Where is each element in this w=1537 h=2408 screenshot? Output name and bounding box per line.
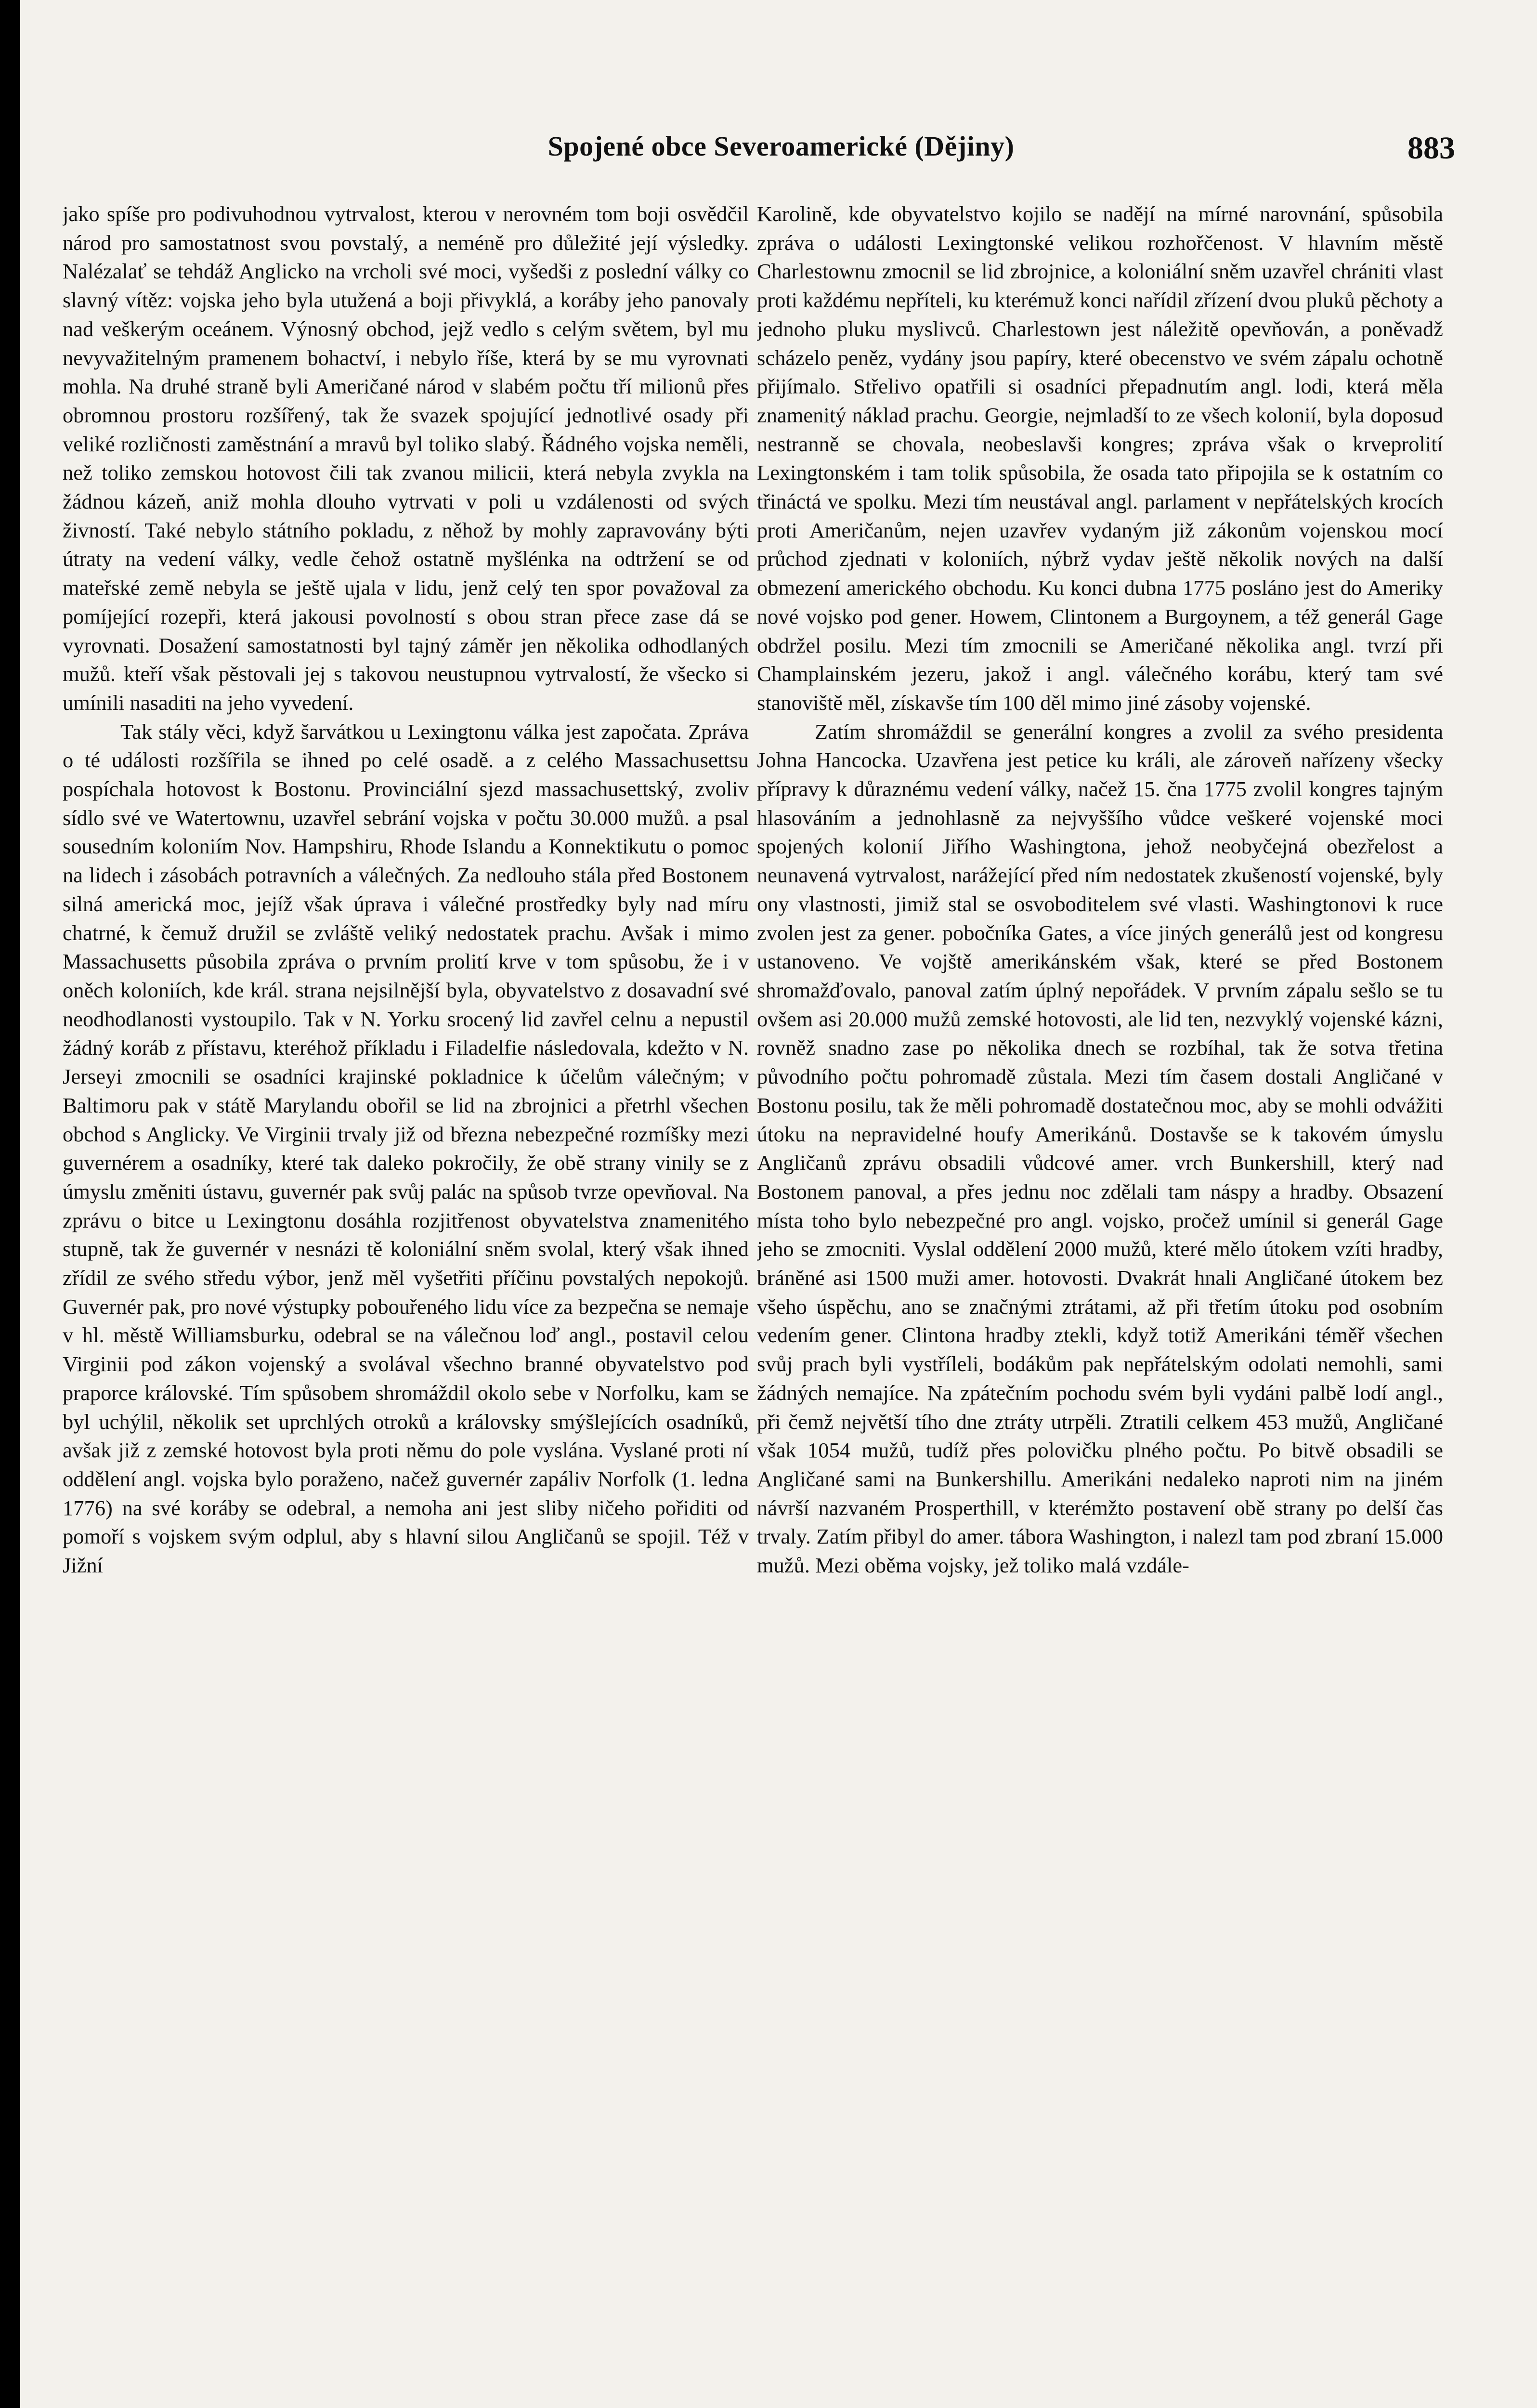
paragraph: Karolině, kde obyvatelstvo kojilo se nadějí na mírné narovnání, spůsobila zpráva o události Lexingtonské velikou rozhořčenost. V hlavním městě Charlestownu zmocnil se lid zbrojnice, a koloniální sněm uzavřel chrániti vlast proti každému nepříteli, ku kterémuž konci nařídil zřízení dvou pluků pěchoty a jednoho pluku myslivců. Charlestown jest náležitě opevňován, a poněvadž scházelo peněz, vydány jsou papíry, které obecenstvo ve svém zápalu ochotně přijímalo. Střelivo opatřili si osadníci přepadnutím angl. lodi, která měla znamenitý náklad prachu. Georgie, nejmladší to ze všech kolonií, byla doposud nestranně se chovala, neobeslavši kongres; zpráva však o krveprolití Lexingtonském i tam tolik spůsobila, že osada tato připojila se k ostatním co třináctá ve spolku. Mezi tím neustával angl. parlament v nepřátelských krocích proti Američanům, nejen uzavřev vydaným již zákonům vojenskou mocí průchod zjednati v koloniích, nýbrž vydav ještě několik nových na další obmezení amerického obchodu. Ku konci dubna 1775 posláno jest do Ameriky nové vojsko pod gener. Howem, Clintonem a Burgoynem, a též generál Gage obdržel posilu. Mezi tím zmocnili se Američané několika angl. tvrzí při Champlainském jezeru, jakož i angl. válečného korábu, který tam své stanoviště měl, získavše tím 100 děl mimo jiné zásoby vojenské. [757, 202, 1443, 715]
left-column [63, 200, 749, 2408]
paragraph: Zatím shromáždil se generální kongres a zvolil za svého presidenta Johna Hancocka. Uzavřena jest petice ku králi, ale zároveň nařízeny všecky přípravy k důraznému vedení války, načež 15. čna 1775 zvolil kongres tajným hlasováním a jednohlasně za nejvyššího vůdce veškeré vojenské moci spojených kolonií Jiřího Washingtona, jehož neobyčejná obezřelost a neunavená vytrvalost, narážející před ním nedostatek zkušeností vojenské, byly ony vlastnosti, jimiž stal se osvoboditelem své vlasti. Washingtonovi k ruce zvolen jest za gener. pobočníka Gates, a více jiných generálů jest od kongresu ustanoveno. Ve vojště amerikánském však, které se před Bostonem shromažďovalo, panoval zatím úplný nepořádek. V prvním zápalu sešlo se tu ovšem asi 20.000 mužů zemské hotovosti, ale lid ten, nezvyklý vojenské kázni, rovněž snadno zase po několika dnech se rozbíhal, tak že sotva třetina původního počtu pohromadě zůstala. Mezi tím časem dostali Angličané v Bostonu posilu, tak že měli pohromadě dostatečnou moc, aby se mohli odvážiti útoku na nepravidelné houfy Amerikánů. Dostavše se k takovém úmyslu Angličanů zprávu obsadili vůdcové amer. vrch Bunkershill, který nad Bostonem panoval, a přes jednu noc zdělali tam náspy a hradby. Obsazení místa toho bylo nebezpečné pro angl. vojsko, pročež umínil si generál Gage jeho se zmocniti. Vyslal oddělení 2000 mužů, které mělo útokem vzíti hradby, bráněné asi 1500 muži amer. hotovosti. Dvakrát hnali Angličané útokem bez všeho úspěchu, ano se značnými ztrátami, až při třetím útoku pod osobním vedením gener. Clintona hradby ztekli, když totiž Amerikáni téměř všechen svůj prach byli vystříleli, bodákům pak nepřátelským odolati nemohli, sami žádných nemajíce. Na zpátečním pochodu svém byli vydáni palbě lodí angl., při čemž největší tího dne ztráty utrpěli. Ztratili celkem 453 mužů, Angličané však 1054 mužů, tudíž přes polovičku plného počtu. Po bitvě obsadili se Angličané sami na Bunkershillu. Amerikáni nedaleko naproti nim na jiném návrší nazvaném Prosperthill, v kterémžto postavení obě strany po delší čas trvaly. Zatím přibyl do amer. tábora Washington, i nalezl tam pod zbraní 15.000 mužů. Mezi oběma vojsky, jež toliko malá vzdále- [757, 719, 1443, 1578]
running-title: Spojené obce Severoamerické (Dějiny) [547, 131, 1015, 162]
page-header [20, 130, 1537, 173]
book-page [20, 0, 1537, 2408]
page-number: 883 [1407, 131, 1455, 166]
right-column [757, 200, 1443, 2408]
paragraph: jako spíše pro podivuhodnou vytrvalost, kterou v nerovném tom boji osvědčil národ pro samostatnost svou povstalý, a neméně pro důležité její výsledky. Nalézalať se tehdáž Anglicko na vrcholi své moci, vyšedši z poslední války co slavný vítěz: vojska jeho byla utužená a boji přivyklá, a koráby jeho panovaly nad veškerým oceánem. Výnosný obchod, jejž vedlo s celým světem, byl mu nevyvažitelným pramenem bohactví, i nebylo říše, která by se mu vyrovnati mohla. Na druhé straně byli Američané národ v slabém počtu tří milionů přes obromnou prostoru rozšířený, tak že svazek spojující jednotlivé osady při veliké rozličnosti zaměstnání a mravů byl toliko slabý. Řádného vojska neměli, než toliko zemskou hotovost čili tak zvanou milicii, která nebyla zvykla na žádnou kázeň, aniž mohla dlouho vytrvati v poli u vzdálenosti od svých živností. Také nebylo státního pokladu, z něhož by mohly zapravovány býti útraty na vedení války, vedle čehož ostatně myšlénka na odtržení se od mateřské země nebyla se ještě ujala v lidu, jenž celý ten spor považoval za pomíjející rozepři, která jakousi povolností s obou stran přece zase dá se vyrovnati. Dosažení samostatnosti byl tajný záměr jen několika odhodlaných mužů. kteří však pěstovali jej s takovou neustupnou vytrvalostí, že všecko si umínili nasaditi na jeho vyvedení. [63, 202, 749, 715]
paragraph: Tak stály věci, když šarvátkou u Lexingtonu válka jest započata. Zpráva o té události rozšířila se ihned po celé osadě. a z celého Massachusettsu pospíchala hotovost k Bostonu. Provinciální sjezd massachusettský, zvoliv sídlo své ve Watertownu, uzavřel sebrání vojska v počtu 30.000 mužů. a psal sousedním koloniím Nov. Hampshiru, Rhode Islandu a Konnektikutu o pomoc na lidech i zásobách potravních a válečných. Za nedlouho stála před Bostonem silná americká moc, jejíž však úprava i válečné prostředky byly nad míru chatrné, k čemuž družil se zvláště veliký nedostatek prachu. Avšak i mimo Massachusetts působila zpráva o prvním prolití krve v tom spůsobu, že i v oněch koloniích, kde král. strana nejsilnější byla, obyvatelstvo z dosavadní své neodhodlanosti vystoupilo. Tak v N. Yorku srocený lid zavřel celnu a nepustil žádný koráb z přístavu, kteréhož příkladu i Filadelfie následovala, kdežto v N. Jerseyi zmocnili se osadníci krajinské pokladnice k účelům válečným; v Baltimoru pak v státě Marylandu obořil se lid na zbrojnici a přetrhl všechen obchod s Anglicky. Ve Virginii trvaly již od března nebezpečné rozmíšky mezi guvernérem a osadníky, které tak daleko pokročily, že obě strany vinily se z úmyslu změniti ústavu, guvernér pak svůj palác na spůsob tvrze opevňoval. Na zprávu o bitce u Lexingtonu dosáhla rozjitřenost obyvatelstva znamenitého stupně, tak že guvernér v nesnázi tě koloniální sněm svolal, který však ihned zřídil ze svého středu výbor, jenž měl vyšetřiti příčinu povstalých nepokojů. Guvernér pak, pro nové výstupky pobouřeného lidu více za bezpečna se nemaje v hl. městě Williamsburku, odebral se na válečnou loď angl., postavil celou Virginii pod zákon vojenský a svolával všechno branné obyvatelstvo pod praporce královské. Tím spůsobem shromáždil okolo sebe v Norfolku, kam se byl uchýlil, několik set uprchlých otroků a královsky smýšlejících osadníků, avšak již z zemské hotovost byla proti němu do pole vyslána. Vyslané proti ní oddělení angl. vojska bylo poraženo, načež guvernér zapáliv Norfolk (1. ledna 1776) na své koráby se odebral, a nemoha ani jest sliby ničeho pořiditi od pomoří s vojskem svým odplul, aby s hlavní silou Angličanů se spojil. Též v Jižní [63, 719, 749, 1578]
